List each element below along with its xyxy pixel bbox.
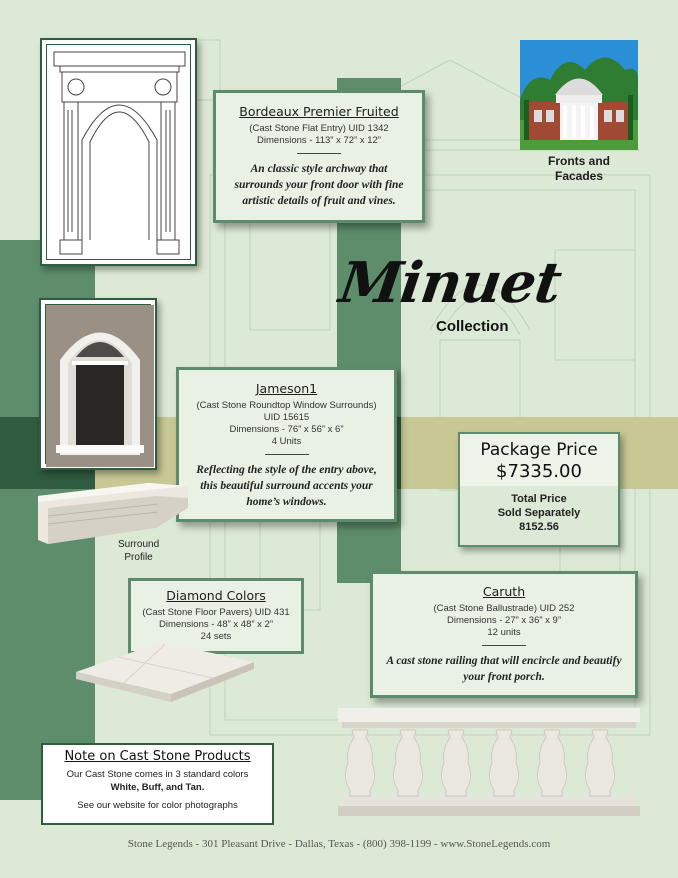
note-line1: Our Cast Stone comes in 3 standard colors xyxy=(66,769,249,780)
balustrade-image xyxy=(338,708,640,816)
arch-drawing xyxy=(52,50,187,257)
product-units: 24 sets xyxy=(200,631,232,642)
divider xyxy=(265,454,309,455)
product-spec: (Cast Stone Flat Entry) UID 1342 xyxy=(249,123,389,134)
total-price-value: 8152.56 xyxy=(519,521,559,533)
product-units: 12 units xyxy=(487,627,521,638)
category-text: Fronts and Facades xyxy=(548,154,610,183)
product-units: 4 Units xyxy=(271,436,302,447)
profile-caption xyxy=(118,538,159,564)
facade-thumbnail xyxy=(520,40,638,150)
package-price-box xyxy=(458,432,620,547)
product-dimensions: Dimensions - 27” x 36” x 9” xyxy=(446,615,562,626)
surround-profile-image xyxy=(38,478,188,546)
note-title: Note on Cast Stone Products xyxy=(64,749,251,764)
product-dimensions: Dimensions - 76” x 56” x 6” xyxy=(229,424,344,435)
window-drawing xyxy=(46,305,154,467)
entry-arch-image xyxy=(40,38,197,266)
collection-label: Collection xyxy=(436,318,509,335)
product-description: An classic style archway that surrounds your front door with fine artistic details of fruit and vines. xyxy=(234,163,404,207)
product-title: Bordeaux Premier Fruited xyxy=(239,104,399,119)
total-price-section xyxy=(460,486,618,534)
product-description: A cast stone railing that will encircle and beautify your front porch. xyxy=(386,655,622,683)
paver-image xyxy=(76,632,256,712)
product-dimensions: Dimensions - 48” x 48” x 2” xyxy=(158,619,274,630)
product-description: Reflecting the style of the entry above, this beautiful surround accents your home’s windows. xyxy=(196,464,377,508)
product-title: Caruth xyxy=(482,584,526,599)
product-spec: (Cast Stone Roundtop Window Surrounds) xyxy=(196,400,377,411)
package-price-header xyxy=(460,434,618,486)
package-price-label: Package Price xyxy=(480,440,598,460)
product-title: Jameson1 xyxy=(255,381,318,396)
footer-contact: Stone Legends - 301 Pleasant Drive - Dallas, Texas - (800) 398-1199 - www.StoneLegends.com xyxy=(127,838,551,850)
profile-caption-line2: Profile xyxy=(124,552,153,563)
divider xyxy=(297,153,341,154)
product-uid: UID 15615 xyxy=(263,412,310,423)
product-card-bordeaux xyxy=(213,90,425,223)
product-dimensions: Dimensions - 113” x 72” x 12” xyxy=(257,135,381,146)
product-card-jameson xyxy=(176,367,397,522)
collection-title: Minuet xyxy=(335,250,565,316)
product-spec: (Cast Stone Floor Pavers) UID 431 xyxy=(142,607,290,618)
note-line2: White, Buff, and Tan. xyxy=(110,782,205,793)
note-line3: See our website for color photographs xyxy=(77,800,238,811)
building-icon xyxy=(520,40,638,150)
profile-caption-line1: Surround xyxy=(118,539,160,550)
category-label xyxy=(520,154,638,184)
sold-separately-label: Sold Separately xyxy=(497,507,581,519)
divider xyxy=(482,645,526,646)
product-card-caruth xyxy=(370,571,638,698)
note-box xyxy=(41,743,274,825)
product-title: Diamond Colors xyxy=(166,588,266,603)
window-image xyxy=(39,298,157,470)
total-price-label: Total Price xyxy=(511,493,567,505)
package-price-value: $7335.00 xyxy=(496,461,582,482)
product-spec: (Cast Stone Ballustrade) UID 252 xyxy=(433,603,575,614)
